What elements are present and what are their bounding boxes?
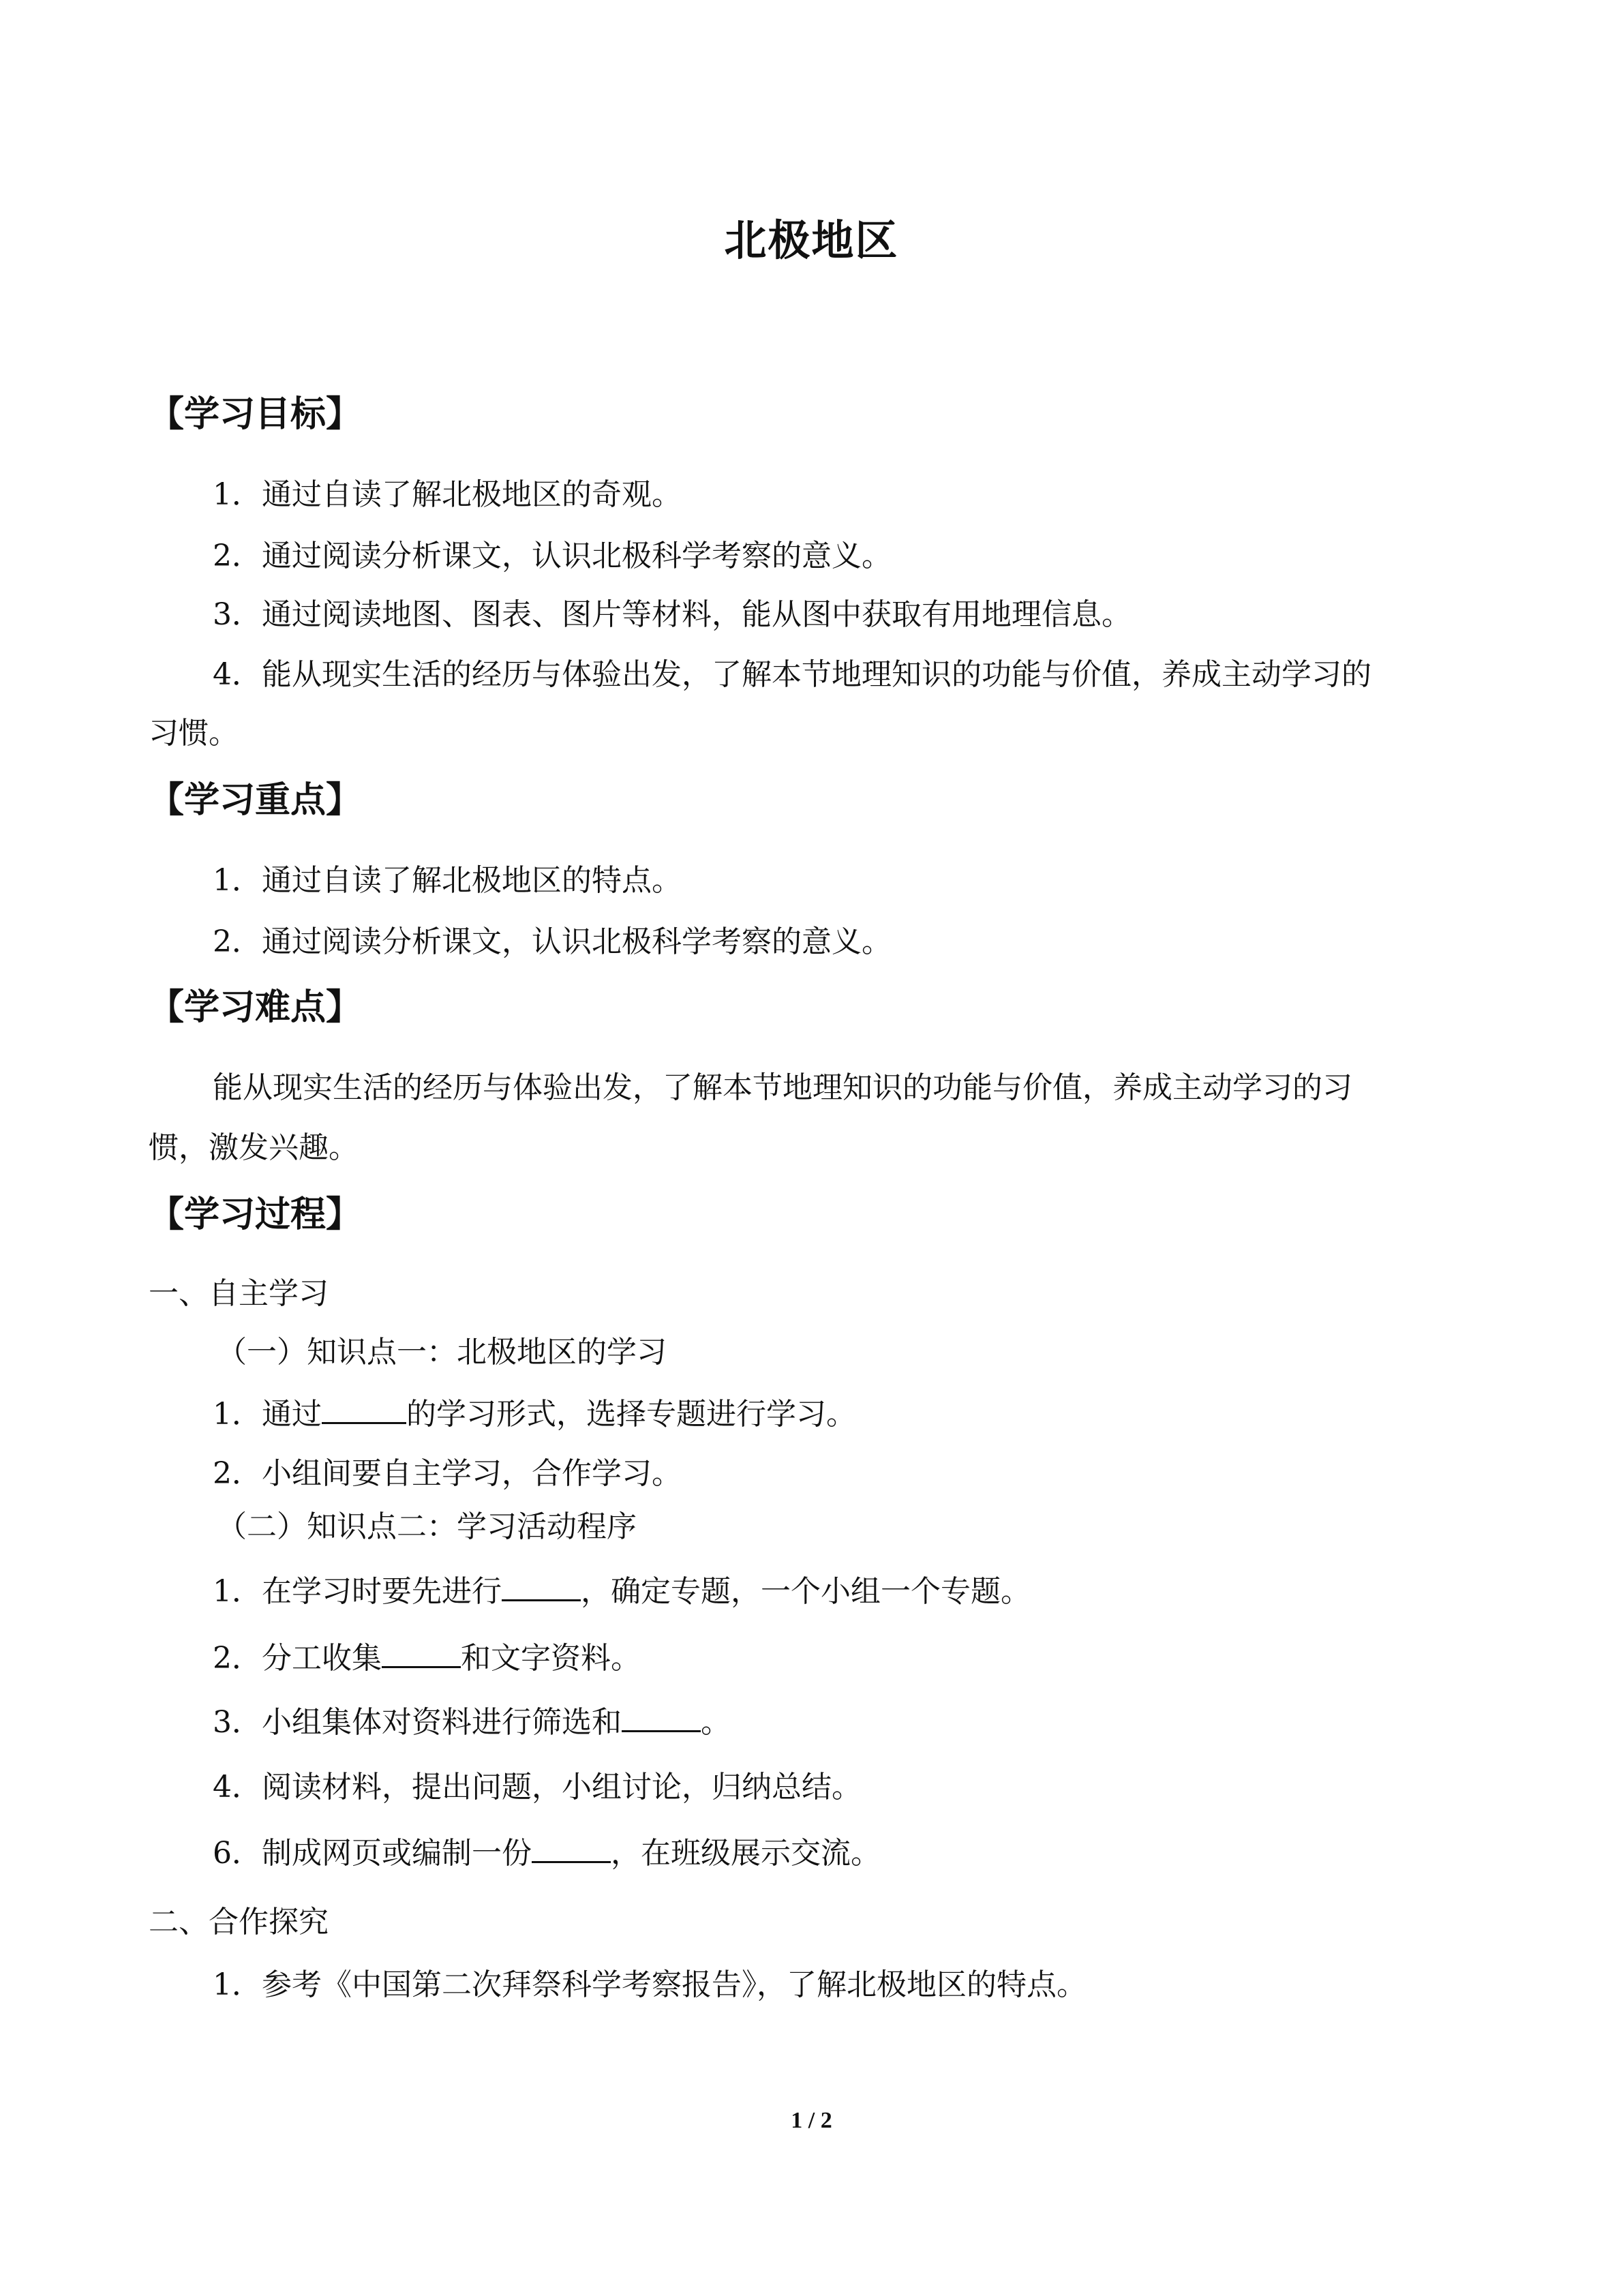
kp1-item-1-suffix: 的学习形式，选择专题进行学习。: [406, 1397, 856, 1432]
knowledge-point-2-title: （二）知识点二：学习活动程序: [217, 1509, 637, 1544]
objectives-heading: 【学习目标】: [149, 394, 362, 435]
kp1-item-2: 2．小组间要自主学习，合作学习。: [213, 1456, 682, 1491]
kp2-item-2-prefix: 2．分工收集: [213, 1641, 382, 1676]
difficulties-line-1: 能从现实生活的经历与体验出发，了解本节地理知识的功能与价值，养成主动学习的习: [213, 1070, 1352, 1105]
kp2-item-2-suffix: 和文字资料。: [461, 1641, 641, 1676]
kp2-item-6: [213, 1831, 881, 1875]
page-number: 1 / 2: [791, 2108, 832, 2133]
kp2-item-1: [213, 1569, 1031, 1614]
kp1-item-1: [213, 1392, 856, 1436]
key-point-item-2: 2．通过阅读分析课文，认识北极科学考察的意义。: [213, 924, 892, 959]
page-title: 北极地区: [724, 215, 899, 265]
kp2-item-4: 4．阅读材料，提出问题，小组讨论，归纳总结。: [213, 1770, 862, 1804]
kp2-item-6-suffix: ，在班级展示交流。: [611, 1836, 881, 1871]
difficulties-heading: 【学习难点】: [149, 987, 362, 1028]
kp2-item-3-prefix: 3．小组集体对资料进行筛选和: [213, 1705, 622, 1740]
knowledge-point-1-title: （一）知识点一：北极地区的学习: [217, 1335, 667, 1370]
kp2-item-3: [213, 1700, 731, 1744]
process-heading: 【学习过程】: [149, 1194, 362, 1235]
kp2-item-1-prefix: 1．在学习时要先进行: [213, 1574, 502, 1609]
fill-in-blank: [622, 1700, 701, 1732]
section-cooperative-inquiry: 二、合作探究: [149, 1905, 329, 1939]
objective-item-3: 3．通过阅读地图、图表、图片等材料，能从图中获取有用地理信息。: [213, 597, 1132, 632]
kp2-item-6-prefix: 6．制成网页或编制一份: [213, 1836, 532, 1871]
fill-in-blank: [532, 1831, 611, 1863]
fill-in-blank: [382, 1636, 461, 1668]
kp2-item-2: [213, 1636, 641, 1680]
objective-item-4: 4．能从现实生活的经历与体验出发，了解本节地理知识的功能与价值，养成主动学习的: [213, 657, 1371, 692]
objective-item-2: 2．通过阅读分析课文，认识北极科学考察的意义。: [213, 539, 892, 573]
objective-item-1: 1．通过自读了解北极地区的奇观。: [213, 477, 682, 512]
coop-item-1: 1．参考《中国第二次拜祭科学考察报告》，了解北极地区的特点。: [213, 1967, 1087, 2002]
difficulties-line-2: 惯，激发兴趣。: [149, 1130, 359, 1165]
fill-in-blank: [322, 1392, 406, 1424]
key-points-heading: 【学习重点】: [149, 780, 362, 821]
key-point-item-1: 1．通过自读了解北极地区的特点。: [213, 863, 682, 898]
kp2-item-1-suffix: ，确定专题，一个小组一个专题。: [581, 1574, 1031, 1609]
objective-item-4-continuation: 习惯。: [149, 716, 239, 751]
section-self-study: 一、自主学习: [149, 1276, 329, 1311]
kp1-item-1-prefix: 1．通过: [213, 1397, 322, 1432]
fill-in-blank: [502, 1569, 581, 1601]
kp2-item-3-suffix: 。: [701, 1705, 731, 1740]
